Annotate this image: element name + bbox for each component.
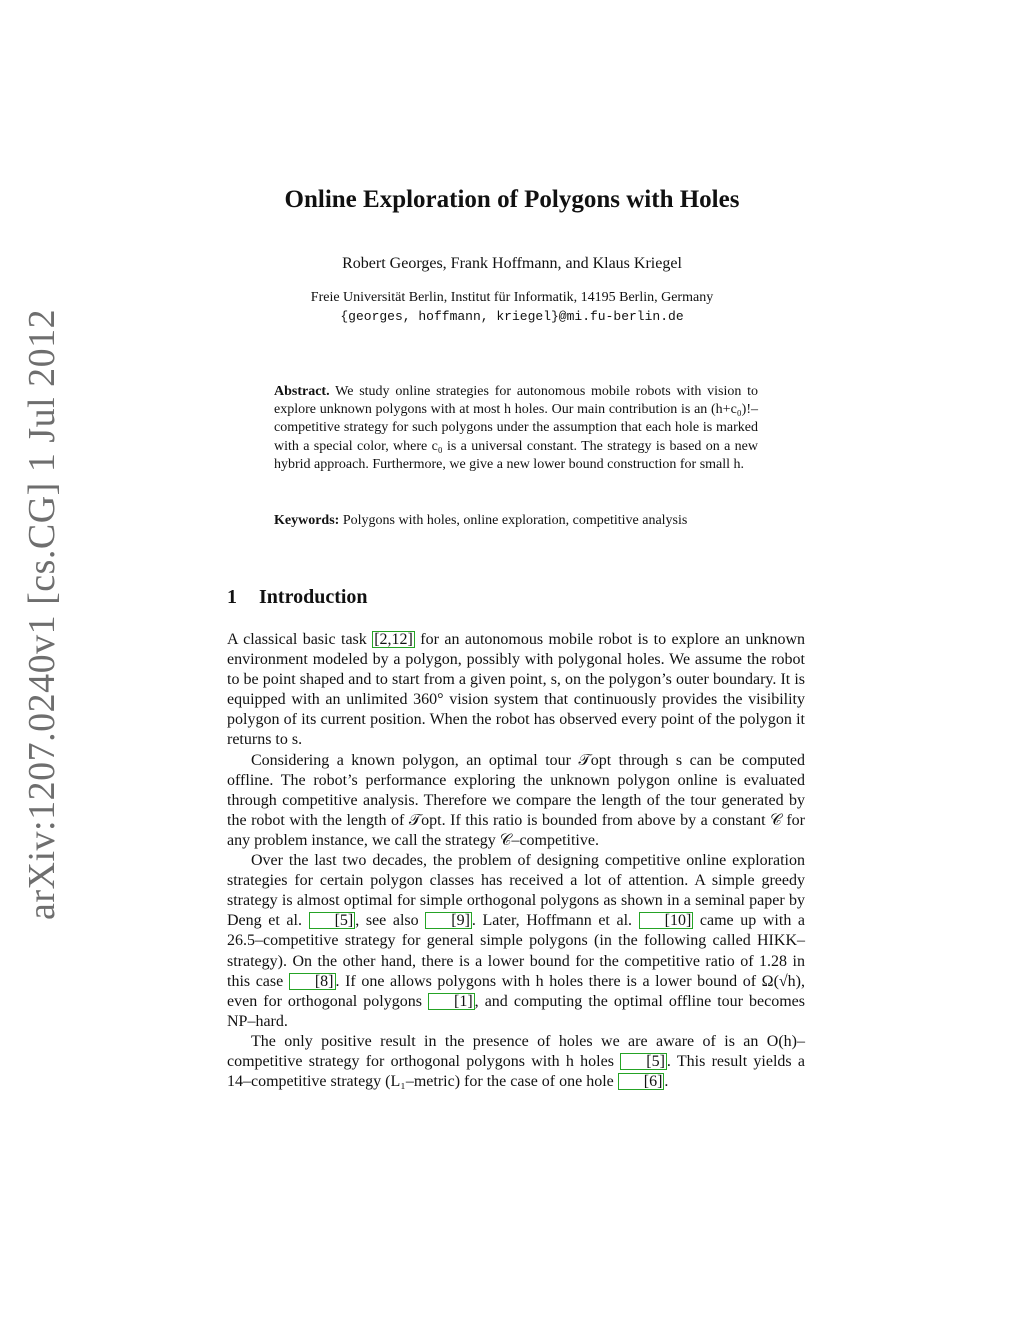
paragraph-1 [227, 630, 805, 751]
arxiv-identifier: arXiv:1207.0240v1 [cs.CG] 1 Jul 2012 [21, 308, 63, 920]
author-emails: {georges, hoffmann, kriegel}@mi.fu-berlin.de [340, 309, 684, 324]
abstract-text: We study online strategies for autonomous mobile robots with vision to explore unknown polygons with at most h holes. Our main contribution is an (h+c₀)!–competitive strategy for such polygons under the assumption that each hole is marked with a special color, where c₀ is a universal constant. The strategy is based on a new hybrid approach. Furthermore, we give a new lower bound construction for small h. [274, 384, 759, 472]
section-heading [227, 586, 368, 609]
section-number: 1 [227, 586, 237, 608]
paper-title: Online Exploration of Polygons with Holes [284, 186, 740, 213]
affiliation: Freie Universität Berlin, Institut für Informatik, 14195 Berlin, Germany [310, 290, 714, 305]
paragraph-text: . Later, Hoffmann et al. [471, 912, 633, 930]
paragraph-text: , and computing the optimal offline tour becomes NP–hard. [227, 992, 806, 1030]
citation-link[interactable]: [5] [309, 912, 356, 929]
paragraph-text: . If one allows polygons with h holes there is a lower bound of Ω(√h), even for orthogonal polygons [227, 972, 806, 1010]
paragraph-text: Over the last two decades, the problem of designing competitive online exploration strategies for certain polygon classes has received a lot of attention. A simple greedy strategy is almost optimal for simple orthogonal polygons as shown in a seminal paper by Deng et al. [227, 852, 805, 930]
paragraph-text: for an autonomous mobile robot is to explore an unknown environment modeled by a polygon, possibly with polygonal holes. We assume the robot to be point shaped and to start from a given point, s, on the polygon’s outer boundary. It is equipped with an unlimited 360° vision system that continuously provides the visibility polygon of its current position. When the robot has observed every point of the polygon it returns to s. [227, 631, 806, 749]
citation-link[interactable]: [8] [289, 973, 336, 990]
paragraph-text: The only positive result in the presence of holes we are aware of is an O(h)–competitive strategy for orthogonal polygons with h holes [227, 1032, 805, 1070]
section-title: Introduction [259, 586, 368, 608]
citation-link[interactable]: [2,12] [374, 631, 413, 648]
keywords-text: Polygons with holes, online exploration, competitive analysis [342, 513, 688, 528]
author-list: Robert Georges, Frank Hoffmann, and Klaus Kriegel [342, 255, 682, 272]
keywords [274, 512, 758, 530]
paragraph-2: Considering a known polygon, an optimal tour 𝒯opt through s can be computed offline. The robot’s performance exploring the unknown polygon online is evaluated through competitive analysis. Therefore we compare the length of the tour generated by the robot with the length of 𝒯opt. If this ratio is bounded from above by a constant 𝒞 for any problem instance, we call the strategy 𝒞–competitive. [227, 751, 805, 849]
abstract [274, 383, 758, 474]
paragraph-text: . [664, 1073, 669, 1091]
section-body [227, 630, 805, 1092]
keywords-label: Keywords: [274, 513, 340, 528]
citation-link[interactable]: [1] [428, 993, 475, 1010]
citation-link[interactable]: [6] [618, 1073, 665, 1090]
citation-link[interactable]: [10] [639, 912, 694, 929]
paragraph-3 [227, 851, 805, 1032]
paragraph-text: came up with a 26.5–competitive strategy for general simple polygons (in the following called HIKK–strategy). On the other hand, there is a lower bound for the competitive ratio of 1.28 in this case [227, 912, 806, 990]
paragraph-text: A classical basic task [227, 631, 367, 648]
abstract-label: Abstract. [274, 384, 330, 399]
paragraph-4 [227, 1032, 805, 1092]
citation-link[interactable]: [9] [425, 912, 472, 929]
citation-link[interactable]: [5] [620, 1053, 667, 1070]
paragraph-text: , see also [355, 912, 419, 930]
paragraph-text: . This result yields a 14–competitive strategy (L₁–metric) for the case of one hole [227, 1052, 806, 1091]
